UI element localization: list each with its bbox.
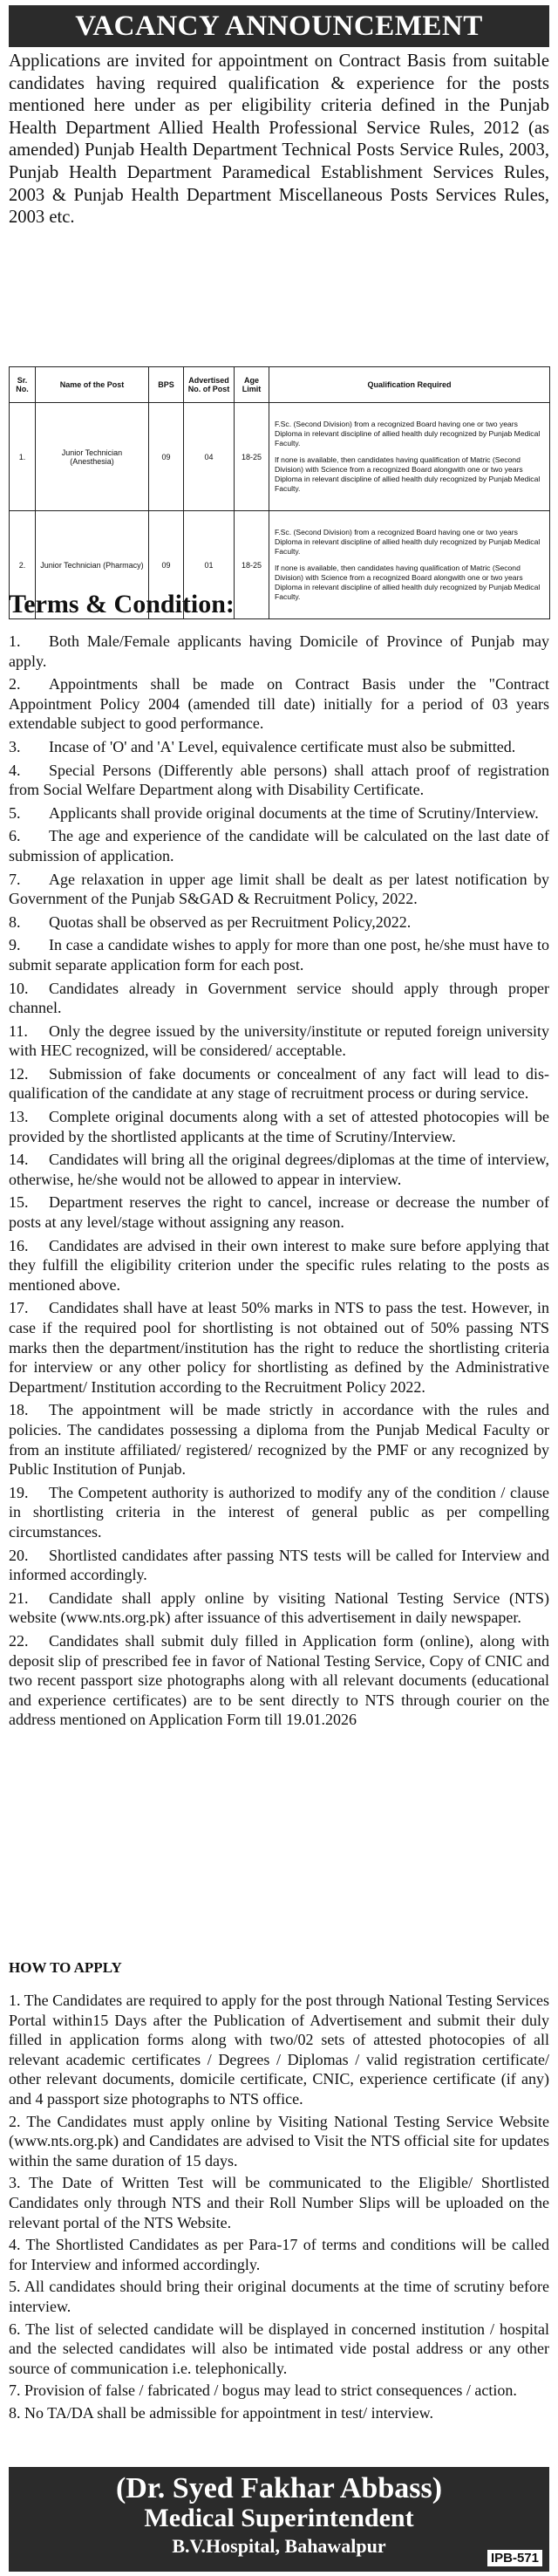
qualification-alternate: If none is available, then candidates having qualification of Matric (Second Division) with Science from a recognized Board alongwith one or two years Diploma in relevant discipline of allied health duly recognized by Punjab Medical Faculty.	[275, 455, 541, 493]
term-number: 14.	[9, 1151, 29, 1169]
col-header-qualification: Qualification Required	[269, 367, 550, 403]
list-item	[9, 1298, 549, 1397]
list-item	[9, 737, 549, 757]
cell-qualification	[269, 403, 550, 511]
term-number: 11.	[9, 1022, 28, 1040]
term-text: Only the degree issued by the university/institute or reputed foreign university with HEC recognized, will be considered/ acceptable.	[9, 1022, 549, 1060]
term-text: The Competent authority is authorized to modify any of the condition / clause in shortlisting criteria in the interest of general public as per compelling circumstances.	[9, 1483, 549, 1541]
list-item	[9, 1631, 549, 1730]
term-text: Submission of fake documents or concealment of any fact will lead to dis-qualification of the candidate at any stage of recruitment process or during service.	[9, 1064, 549, 1103]
list-item: 8. No TA/DA shall be admissible for appointment in test/ interview.	[9, 2403, 433, 2422]
col-header-age: Age Limit	[235, 367, 269, 403]
list-item	[9, 761, 549, 800]
cell-age: 18-25	[235, 403, 269, 511]
list-item	[9, 1400, 549, 1479]
term-number: 6.	[9, 827, 21, 845]
list-item	[9, 979, 549, 1018]
table-row	[10, 403, 550, 511]
list-item	[9, 870, 549, 909]
cell-count: 04	[184, 403, 235, 511]
list-item: 7. Provision of false / fabricated / bogus may lead to strict consequences / action.	[9, 2381, 517, 2400]
qualification-primary: F.Sc. (Second Division) from a recognized Board having one or two years Diploma in relevant discipline of allied health duly recognized by Punjab Medical Faculty.	[275, 420, 541, 448]
term-text: Candidates will bring all the original degrees/diplomas at the time of interview, otherwise, he/she would not be allowed to appear in interview.	[9, 1151, 549, 1188]
list-item	[9, 674, 549, 734]
term-number: 3.	[9, 737, 21, 755]
term-number: 8.	[9, 912, 21, 931]
how-to-apply-heading: HOW TO APPLY	[9, 1959, 122, 1976]
term-text: Candidates shall submit duly filled in Application form (online), along with deposit slip of prescribed fee in favor of National Testing Service, Copy of CNIC and two recent passport size photographs along with all relevant documents (educational and experience certificates) are to be sent directly to NTS through courier on the address mentioned on Application Form till 19.01.2026	[9, 1631, 549, 1729]
how-to-apply-list	[9, 1991, 549, 2425]
cell-qualification	[269, 511, 550, 619]
term-text: Candidates shall have at least 50% marks in NTS to pass the test. However, in case if the required pool for shortlisting is not obtained out of 50% passing NTS marks then the department/institution has the right to reduce the shortlisting criteria for interview or any other policy for shortlisting as defined by the Administrative Department/ Institution according to the Recruitment Policy 2022.	[9, 1299, 549, 1396]
term-text: Both Male/Female applicants having Domicile of Province of Punjab may apply.	[9, 632, 549, 670]
list-item	[9, 826, 549, 865]
list-item	[9, 1107, 549, 1146]
term-number: 10.	[9, 979, 29, 997]
list-item	[9, 1064, 549, 1104]
list-item: 6. The list of selected candidate will be displayed in concerned institution / hospital and the selected candidates will also be intimated vide postal address or any other source of communication i.e. telephonically.	[9, 2320, 549, 2377]
term-text: Shortlisted candidates after passing NTS tests will be called for Interview and informed accordingly.	[9, 1546, 549, 1584]
col-header-count: Advertised No. of Post	[184, 367, 235, 403]
list-item: 2. The Candidates must apply online by Visiting National Testing Service Website (www.nts.org.pk) and Candidates are advised to Visit the NTS official site for updates within the same duration of 15 days.	[9, 2112, 549, 2169]
term-text: In case a candidate wishes to apply for more than one post, he/she must have to submit separate application form for each post.	[9, 936, 549, 974]
list-item	[9, 1192, 549, 1232]
list-item	[9, 1589, 549, 1628]
term-number: 7.	[9, 870, 21, 888]
cell-bps: 09	[149, 511, 184, 619]
list-item: 1. The Candidates are required to apply for the post through National Testing Services Portal within15 Days after the Publication of Advertisement and submit their duly filled in application forms along with two/02 sets of attested photocopies of all relevant academic certificates / Degrees / Diplomas / valid registration certificate/ other relevant documents, domicile certificate, CNIC, experience certificate (if any) and 4 passport size photographs to NTS office.	[9, 1992, 549, 2108]
list-item	[9, 803, 549, 823]
cell-post: Junior Technician (Anesthesia)	[36, 403, 149, 511]
term-number: 17.	[9, 1299, 29, 1317]
term-number: 15.	[9, 1193, 29, 1212]
term-number: 16.	[9, 1236, 29, 1254]
intro-paragraph: Applications are invited for appointment on Contract Basis from suitable candidates having required qualification & experience for the posts mentioned here under as per eligibility criteria defined in the Punjab Health Department Allied Health Professional Service Rules, 2012 (as amended) Punjab Health Department Technical Posts Service Rules, 2003, Punjab Health Department Paramedical Establishment Services Rules, 2003 & Punjab Health Department Miscellaneous Posts Services Rules, 2003 etc.	[9, 51, 549, 228]
term-text: Candidates are advised in their own interest to make sure before applying that they fulfill the eligibility criterion under the specific rules relating to the posts as mentioned above.	[9, 1236, 549, 1294]
ad-code: IPB-571	[487, 2550, 542, 2566]
term-text: The appointment will be made strictly in accordance with the rules and policies. The candidates possessing a diploma from the Punjab Medical Faculty or from an institute affiliated/ registered/ recognized by the PMF or any recognized by Public Institution of Punjab.	[9, 1401, 549, 1479]
term-number: 2.	[9, 675, 21, 694]
term-number: 20.	[9, 1546, 29, 1564]
cell-post: Junior Technician (Pharmacy)	[36, 511, 149, 619]
cell-bps: 09	[149, 403, 184, 511]
institution-name: B.V.Hospital, Bahawalpur	[172, 2535, 386, 2557]
signature-block	[9, 2467, 549, 2572]
term-number: 5.	[9, 803, 21, 822]
page-title: VACANCY ANNOUNCEMENT	[9, 5, 549, 47]
officer-designation: Medical Superintendent	[144, 2504, 414, 2532]
term-text: Applicants shall provide original documents at the time of Scrutiny/Interview.	[49, 803, 539, 822]
cell-sr: 1.	[10, 403, 36, 511]
col-header-bps: BPS	[149, 367, 184, 403]
list-item	[9, 935, 549, 974]
cell-age: 18-25	[235, 511, 269, 619]
term-text: Candidate shall apply online by visiting National Testing Service (NTS) website (www.nts.org.pk) after issuance of this advertisement in daily newspaper.	[9, 1589, 549, 1627]
list-item	[9, 1022, 549, 1061]
term-number: 18.	[9, 1401, 29, 1419]
table-header-row	[10, 367, 550, 403]
cell-count: 01	[184, 511, 235, 619]
term-text: Appointments shall be made on Contract Basis under the "Contract Appointment Policy 2004 (amended till date) initially for a period of 03 years extendable subject to good performance.	[9, 675, 549, 733]
list-item: 5. All candidates should bring their original documents at the time of scrutiny before interview.	[9, 2278, 549, 2315]
list-item	[9, 1236, 549, 1295]
list-item	[9, 1150, 549, 1189]
cell-sr: 2.	[10, 511, 36, 619]
list-item	[9, 632, 549, 671]
term-text: The age and experience of the candidate will be calculated on the last date of submission of application.	[9, 827, 549, 864]
term-number: 19.	[9, 1483, 29, 1501]
term-number: 22.	[9, 1631, 29, 1650]
term-number: 13.	[9, 1108, 29, 1126]
col-header-post: Name of the Post	[36, 367, 149, 403]
col-header-sr: Sr. No.	[10, 367, 36, 403]
term-text: Department reserves the right to cancel, increase or decrease the number of posts at any level/stage without assigning any reason.	[9, 1193, 549, 1232]
term-number: 9.	[9, 936, 21, 954]
term-text: Age relaxation in upper age limit shall be dealt as per latest notification by Government of the Punjab S&GAD & Recruitment Policy, 2022.	[9, 870, 549, 908]
term-text: Special Persons (Differently able persons) shall attach proof of registration from Social Welfare Department along with Disability Certificate.	[9, 761, 549, 799]
term-text: Complete original documents along with a set of attested photocopies will be provided by the shortlisted applicants at the time of Scrutiny/Interview.	[9, 1108, 549, 1145]
term-text: Incase of 'O' and 'A' Level, equivalence certificate must also be submitted.	[49, 737, 516, 755]
terms-list	[9, 632, 549, 1733]
officer-name: (Dr. Syed Fakhar Abbass)	[115, 2472, 443, 2504]
list-item	[9, 1483, 549, 1542]
list-item: 4. The Shortlisted Candidates as per Para-17 of terms and conditions will be called for Interview and informed accordingly.	[9, 2236, 549, 2273]
term-number: 4.	[9, 761, 21, 779]
term-number: 21.	[9, 1589, 29, 1607]
terms-heading: Terms & Condition:	[9, 590, 235, 618]
term-text: Candidates already in Government service should apply through proper channel.	[9, 979, 549, 1017]
posts-table	[9, 366, 550, 619]
list-item	[9, 912, 549, 933]
term-text: Quotas shall be observed as per Recruitment Policy,2022.	[49, 912, 412, 931]
qualification-primary: F.Sc. (Second Division) from a recognized Board having one or two years Diploma in relevant discipline of allied health duly recognized by Punjab Medical Faculty.	[275, 528, 541, 556]
list-item: 3. The Date of Written Test will be communicated to the Eligible/ Shortlisted Candidates only through NTS and their Roll Number Slips will be uploaded on the relevant portal of the NTS Website.	[9, 2174, 549, 2231]
list-item	[9, 1546, 549, 1585]
qualification-alternate: If none is available, then candidates having qualification of Matric (Second Division) with Science from a recognized Board alongwith one or two years Diploma in relevant discipline of allied health duly recognized by Punjab Medical Faculty.	[275, 564, 541, 601]
term-number: 12.	[9, 1064, 29, 1083]
term-number: 1.	[9, 632, 21, 650]
